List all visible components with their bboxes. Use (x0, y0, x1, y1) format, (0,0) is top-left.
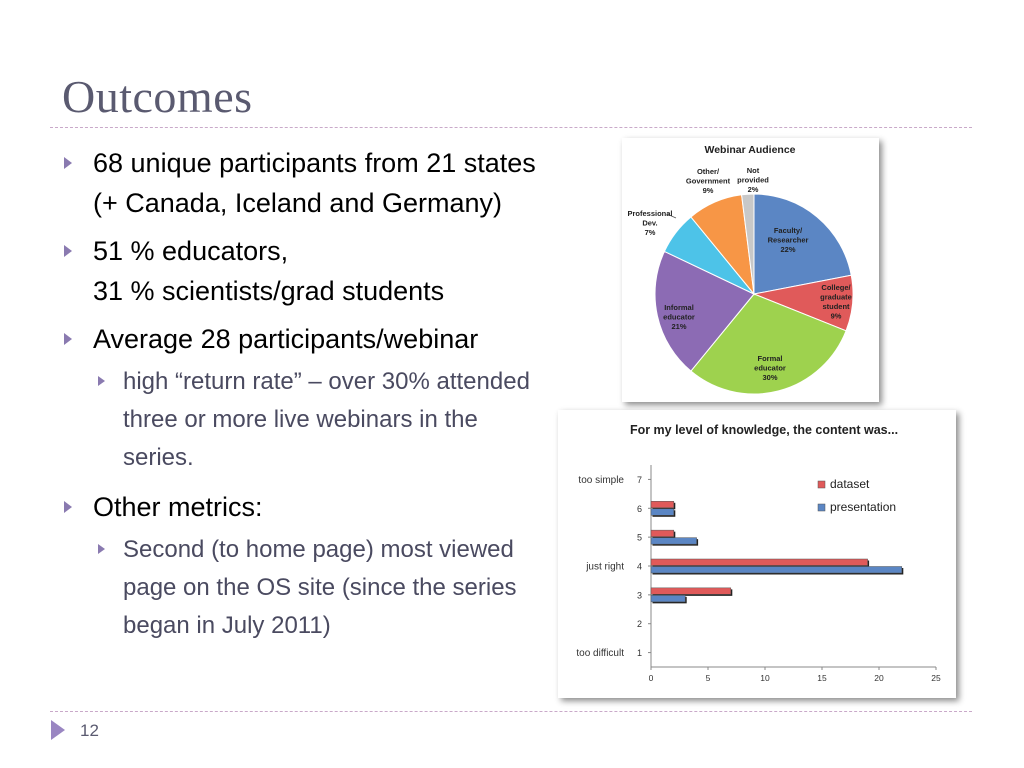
bar-presentation-6 (651, 509, 674, 516)
pie-label-other-government: Other/ Government 9% (685, 167, 731, 195)
bar-presentation-3 (651, 595, 685, 602)
pie-label-college-graduate-student: College/ graduate student 9% (820, 283, 852, 321)
category-label-just-right: just right (586, 561, 624, 573)
title-divider (50, 127, 972, 128)
bullet-arrow-icon (64, 333, 72, 345)
pie-label-formal-educator: Formal educator 30% (754, 354, 786, 382)
footer-divider (50, 711, 972, 712)
subbullet-page-views (62, 531, 552, 645)
subbullet-return-rate (62, 363, 552, 477)
pie-chart-panel (622, 138, 879, 402)
bar-dataset-5 (651, 530, 674, 537)
x-tick-label-0: 0 (648, 673, 654, 683)
bar-chart (558, 410, 956, 698)
pie-label-professional-dev: Professional Dev. 7% (627, 209, 673, 237)
category-label-too-difficult: too difficult (576, 648, 624, 660)
x-tick-label-20: 20 (874, 673, 884, 683)
legend-label-presentation: presentation (830, 500, 897, 514)
x-tick-label-5: 5 (705, 673, 711, 683)
y-tick-label-5: 5 (636, 532, 642, 543)
bullet-arrow-icon (64, 501, 72, 513)
bullet-participants-text: 68 unique participants from 21 states (+ Canada, Iceland and Germany) (93, 148, 536, 218)
bullet-scientists-text: 31 % scientists/grad students (93, 276, 445, 306)
y-tick-label-6: 6 (636, 503, 642, 514)
pie-chart-title: Webinar Audience (704, 144, 796, 156)
legend-label-dataset: dataset (830, 477, 870, 491)
bullet-participants (62, 143, 552, 223)
y-tick-label-4: 4 (636, 561, 642, 572)
bullet-arrow-icon (64, 245, 72, 257)
legend-swatch-presentation (818, 504, 825, 511)
pie-label-not-provided: Not provided 2% (737, 166, 769, 194)
bullet-other-metrics (62, 487, 552, 527)
bar-dataset-3 (651, 588, 731, 595)
subbullet-arrow-icon (98, 376, 105, 386)
x-tick-label-15: 15 (817, 673, 827, 683)
bullet-educators-text: 51 % educators, (93, 236, 289, 266)
subbullet-return-rate-text: high “return rate” – over 30% attended three or more live webinars in the series. (123, 368, 530, 471)
page-number: 12 (80, 721, 99, 740)
x-tick-label-10: 10 (760, 673, 770, 683)
bullet-arrow-icon (64, 157, 72, 169)
pie-label-faculty-researcher: Faculty/ Researcher 22% (767, 226, 809, 254)
bar-presentation-5 (651, 538, 697, 544)
page-arrow-icon (51, 720, 65, 740)
bar-dataset-4 (651, 559, 868, 566)
slide-title: Outcomes (62, 71, 253, 122)
pie-label-informal-educator: Informal educator 21% (663, 303, 695, 331)
subbullet-arrow-icon (98, 544, 105, 554)
bar-presentation-4 (651, 567, 902, 574)
bar-dataset-6 (651, 501, 674, 508)
pie-chart (622, 138, 879, 402)
bar-chart-title: For my level of knowledge, the content was... (629, 423, 899, 437)
x-tick-label-25: 25 (931, 673, 941, 683)
bullet-educators (62, 231, 552, 271)
legend-swatch-dataset (818, 481, 825, 488)
category-label-too-simple: too simple (578, 474, 624, 486)
bullet-other-metrics-text: Other metrics: (93, 492, 263, 522)
y-tick-label-7: 7 (636, 474, 642, 485)
subbullet-page-views-text: Second (to home page) most viewed page on the OS site (since the series began in July 2011) (123, 536, 517, 639)
bullet-average (62, 319, 552, 359)
bullet-scientists (62, 271, 552, 311)
bar-chart-panel (558, 410, 956, 698)
y-tick-label-2: 2 (636, 619, 642, 630)
bullet-average-text: Average 28 participants/webinar (93, 324, 479, 354)
y-tick-label-1: 1 (636, 648, 642, 659)
bullet-list (62, 143, 552, 651)
y-tick-label-3: 3 (636, 590, 642, 601)
